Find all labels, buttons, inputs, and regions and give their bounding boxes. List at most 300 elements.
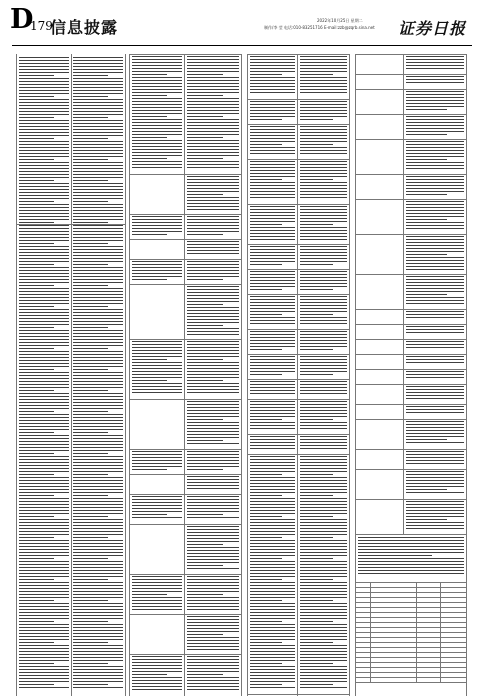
column-4 xyxy=(355,54,467,696)
text-line xyxy=(187,541,239,542)
text-line xyxy=(19,204,69,205)
text-line xyxy=(250,141,295,142)
text-line xyxy=(73,123,123,124)
text-line xyxy=(250,672,295,673)
text-line xyxy=(187,532,239,533)
text-line xyxy=(19,144,69,145)
text-line xyxy=(19,321,69,322)
text-line xyxy=(250,519,295,520)
text-line xyxy=(132,65,182,66)
text-line xyxy=(73,126,123,127)
text-line xyxy=(132,668,182,669)
text-line xyxy=(19,546,69,547)
text-line xyxy=(406,288,464,289)
text-line xyxy=(187,505,239,506)
text-line xyxy=(300,334,347,335)
text-line xyxy=(19,246,69,247)
text-line xyxy=(250,645,295,646)
text-line xyxy=(19,117,54,118)
text-line xyxy=(19,93,69,94)
text-line xyxy=(132,231,182,232)
text-line xyxy=(132,77,182,78)
text-line xyxy=(73,621,108,622)
text-line xyxy=(250,286,295,287)
text-line xyxy=(19,420,69,421)
text-line xyxy=(300,381,347,382)
text-line xyxy=(250,176,295,177)
text-line xyxy=(406,483,464,484)
text-line xyxy=(73,243,108,244)
text-line xyxy=(187,322,239,323)
text-line xyxy=(73,474,108,475)
text-line xyxy=(187,547,239,548)
text-line xyxy=(132,341,182,342)
text-line xyxy=(300,113,347,114)
text-line xyxy=(19,564,69,565)
text-line xyxy=(300,62,347,63)
text-line xyxy=(250,239,295,240)
text-line xyxy=(187,74,223,75)
text-line xyxy=(187,228,239,229)
text-line xyxy=(187,622,239,623)
text-line xyxy=(187,368,239,369)
text-line xyxy=(73,300,123,301)
masthead-rule xyxy=(12,45,472,46)
text-line xyxy=(250,212,295,213)
text-line xyxy=(73,291,123,292)
text-line xyxy=(187,514,223,515)
text-line xyxy=(300,486,347,487)
text-line xyxy=(73,234,123,235)
text-line xyxy=(406,359,464,360)
text-line xyxy=(358,543,464,544)
text-line xyxy=(406,122,464,123)
text-line xyxy=(300,439,347,440)
text-line xyxy=(73,294,123,295)
text-line xyxy=(300,585,347,586)
text-line xyxy=(187,482,239,483)
text-line xyxy=(73,318,123,319)
text-line xyxy=(250,173,295,174)
text-line xyxy=(250,368,295,369)
text-line xyxy=(187,164,239,165)
text-line xyxy=(250,346,295,347)
text-line xyxy=(300,314,333,315)
text-line xyxy=(187,128,239,129)
text-line xyxy=(406,329,464,330)
text-line xyxy=(19,177,69,178)
text-line xyxy=(187,526,239,527)
text-block xyxy=(406,501,464,532)
text-line xyxy=(250,594,295,595)
text-line xyxy=(19,171,69,172)
text-line xyxy=(300,323,347,324)
text-line xyxy=(73,63,123,64)
text-line xyxy=(19,273,69,274)
text-line xyxy=(406,439,447,440)
text-line xyxy=(73,516,108,517)
text-line xyxy=(250,612,295,613)
text-line xyxy=(73,102,123,103)
text-line xyxy=(406,179,464,180)
text-line xyxy=(406,260,464,261)
text-block xyxy=(132,451,182,472)
text-line xyxy=(187,556,239,557)
text-line xyxy=(300,474,333,475)
text-line xyxy=(19,345,69,346)
table-divider xyxy=(71,54,72,696)
text-line xyxy=(300,591,347,592)
text-line xyxy=(73,453,108,454)
text-line xyxy=(73,150,123,151)
text-line xyxy=(73,465,123,466)
text-line xyxy=(300,390,347,391)
text-line xyxy=(250,218,295,219)
text-line xyxy=(187,683,239,684)
text-line xyxy=(73,165,123,166)
text-line xyxy=(73,480,123,481)
text-line xyxy=(187,508,239,509)
text-line xyxy=(19,444,69,445)
text-line xyxy=(73,378,123,379)
text-line xyxy=(73,66,123,67)
text-line xyxy=(300,477,347,478)
text-block xyxy=(406,311,464,322)
text-line xyxy=(19,258,69,259)
text-line xyxy=(73,267,123,268)
table-rule xyxy=(356,89,466,90)
text-line xyxy=(250,462,295,463)
text-line xyxy=(300,687,347,688)
text-line xyxy=(250,495,282,496)
text-line xyxy=(19,513,69,514)
text-line xyxy=(73,81,123,82)
text-line xyxy=(358,558,464,559)
text-line xyxy=(187,155,239,156)
text-line xyxy=(300,176,347,177)
text-line xyxy=(187,276,239,277)
text-line xyxy=(406,326,464,327)
text-line xyxy=(187,188,239,189)
text-line xyxy=(406,395,464,396)
text-line xyxy=(19,519,69,520)
text-line xyxy=(300,645,347,646)
table-divider xyxy=(440,582,441,682)
text-line xyxy=(187,298,239,299)
text-line xyxy=(300,495,333,496)
text-block xyxy=(187,216,239,237)
text-line xyxy=(250,456,295,457)
text-line xyxy=(132,122,182,123)
text-line xyxy=(300,387,347,388)
text-line xyxy=(187,511,239,512)
text-line xyxy=(250,132,295,133)
text-line xyxy=(73,69,123,70)
text-line xyxy=(73,528,123,529)
column-2-body xyxy=(130,54,241,696)
table-rule xyxy=(248,399,349,400)
text-line xyxy=(300,252,347,253)
text-line xyxy=(19,219,69,220)
text-line xyxy=(406,471,464,472)
text-line xyxy=(187,71,239,72)
text-line xyxy=(19,300,69,301)
text-line xyxy=(19,129,69,130)
text-line xyxy=(250,299,295,300)
text-line xyxy=(250,416,295,417)
text-line xyxy=(187,362,239,363)
text-line xyxy=(19,615,69,616)
text-line xyxy=(250,669,295,670)
text-line xyxy=(19,651,69,652)
text-line xyxy=(406,356,464,357)
text-line xyxy=(300,448,347,449)
text-line xyxy=(300,340,347,341)
table-divider xyxy=(416,582,417,682)
text-line xyxy=(132,656,182,657)
table-rule xyxy=(356,597,466,598)
text-line xyxy=(73,468,123,469)
text-line xyxy=(250,448,295,449)
text-line xyxy=(406,263,464,264)
text-line xyxy=(250,249,295,250)
text-line xyxy=(250,236,295,237)
text-line xyxy=(187,295,239,296)
text-line xyxy=(406,480,464,481)
text-line xyxy=(250,161,295,162)
text-line xyxy=(19,594,69,595)
text-line xyxy=(250,374,282,375)
text-line xyxy=(406,457,464,458)
text-line xyxy=(250,410,295,411)
text-line xyxy=(300,428,347,429)
text-line xyxy=(19,477,69,478)
text-line xyxy=(300,642,333,643)
text-line xyxy=(300,230,347,231)
text-line xyxy=(132,225,182,226)
text-line xyxy=(406,519,447,520)
text-line xyxy=(300,86,347,87)
text-line xyxy=(300,255,347,256)
text-line xyxy=(19,510,69,511)
text-line xyxy=(406,94,464,95)
text-line xyxy=(250,582,295,583)
text-line xyxy=(250,68,295,69)
text-line xyxy=(300,651,347,652)
text-line xyxy=(358,546,464,547)
text-line xyxy=(132,371,182,372)
table-rule xyxy=(356,274,466,275)
text-line xyxy=(300,501,347,502)
text-line xyxy=(19,582,69,583)
text-line xyxy=(300,302,347,303)
text-line xyxy=(250,401,295,402)
text-line xyxy=(300,407,347,408)
text-line xyxy=(300,573,347,574)
text-line xyxy=(187,469,223,470)
text-line xyxy=(187,451,239,452)
text-line xyxy=(132,683,182,684)
text-line xyxy=(187,191,239,192)
text-line xyxy=(132,219,182,220)
text-line xyxy=(19,600,54,601)
text-line xyxy=(73,405,123,406)
text-line xyxy=(250,489,295,490)
text-line xyxy=(187,606,239,607)
text-line xyxy=(406,433,464,434)
text-line xyxy=(73,240,123,241)
text-line xyxy=(250,164,295,165)
text-line xyxy=(250,570,295,571)
text-line xyxy=(187,502,239,503)
text-line xyxy=(250,153,295,154)
text-line xyxy=(187,597,239,598)
text-line xyxy=(250,138,295,139)
text-line xyxy=(358,552,464,553)
text-line xyxy=(73,225,123,226)
text-line xyxy=(406,106,464,107)
text-line xyxy=(187,585,239,586)
text-line xyxy=(250,501,295,502)
text-line xyxy=(19,342,69,343)
text-line xyxy=(187,319,239,320)
text-line xyxy=(187,185,239,186)
text-line xyxy=(250,230,295,231)
text-block xyxy=(406,141,464,172)
text-line xyxy=(406,156,464,157)
text-line xyxy=(300,597,347,598)
text-line xyxy=(73,117,108,118)
text-line xyxy=(300,141,347,142)
text-line xyxy=(406,341,464,342)
text-line xyxy=(187,158,223,159)
text-line xyxy=(73,120,123,121)
text-line xyxy=(187,328,239,329)
text-line xyxy=(73,561,123,562)
text-line xyxy=(187,253,239,254)
text-line xyxy=(250,483,295,484)
text-block xyxy=(406,386,464,402)
text-line xyxy=(300,135,347,136)
text-line xyxy=(406,128,464,129)
text-line xyxy=(73,492,123,493)
text-line xyxy=(300,365,347,366)
text-line xyxy=(250,271,295,272)
text-line xyxy=(250,630,295,631)
text-line xyxy=(132,606,182,607)
text-line xyxy=(19,165,69,166)
text-line xyxy=(406,144,464,145)
text-block xyxy=(406,176,464,197)
text-line xyxy=(19,516,54,517)
text-line xyxy=(73,138,108,139)
text-block xyxy=(250,246,295,267)
table-rule xyxy=(248,124,349,125)
text-line xyxy=(250,480,295,481)
text-line xyxy=(19,87,69,88)
text-block xyxy=(250,436,295,452)
text-line xyxy=(73,186,123,187)
text-line xyxy=(132,80,182,81)
text-line xyxy=(19,330,69,331)
text-line xyxy=(187,95,223,96)
text-line xyxy=(250,224,282,225)
text-line xyxy=(19,312,69,313)
text-line xyxy=(19,405,69,406)
text-line xyxy=(19,588,69,589)
text-line xyxy=(300,280,347,281)
text-line xyxy=(300,173,347,174)
text-line xyxy=(19,648,69,649)
text-line xyxy=(406,201,464,202)
text-line xyxy=(187,92,239,93)
text-line xyxy=(132,228,182,229)
text-line xyxy=(73,315,123,316)
text-line xyxy=(73,246,123,247)
text-line xyxy=(73,309,123,310)
text-line xyxy=(19,474,54,475)
text-block xyxy=(250,126,295,157)
column-3-body xyxy=(248,54,349,696)
text-line xyxy=(19,543,69,544)
table-rule xyxy=(130,259,241,260)
text-line xyxy=(19,132,69,133)
text-line xyxy=(19,69,69,70)
text-line xyxy=(250,182,295,183)
text-line xyxy=(406,386,464,387)
text-line xyxy=(250,498,295,499)
text-line xyxy=(187,535,239,536)
text-line xyxy=(19,486,69,487)
text-line xyxy=(19,120,69,121)
table-rule xyxy=(130,239,241,240)
text-line xyxy=(73,513,123,514)
text-line xyxy=(300,164,347,165)
text-line xyxy=(132,389,182,390)
text-line xyxy=(250,371,295,372)
text-line xyxy=(19,78,69,79)
text-line xyxy=(132,689,182,690)
text-line xyxy=(300,639,347,640)
text-line xyxy=(250,334,295,335)
text-line xyxy=(406,344,464,345)
text-line xyxy=(406,525,464,526)
text-line xyxy=(132,107,182,108)
text-line xyxy=(250,573,295,574)
text-line xyxy=(250,261,295,262)
text-line xyxy=(187,594,223,595)
text-line xyxy=(406,204,464,205)
table-divider xyxy=(297,54,298,696)
text-block xyxy=(132,216,182,237)
table-rule xyxy=(356,607,466,608)
text-line xyxy=(19,471,69,472)
text-line xyxy=(19,456,69,457)
table-rule xyxy=(356,449,466,450)
text-line xyxy=(19,531,69,532)
table-rule xyxy=(130,654,241,655)
text-line xyxy=(73,414,123,415)
text-line xyxy=(19,552,69,553)
text-line xyxy=(250,185,295,186)
text-line xyxy=(73,75,108,76)
text-line xyxy=(250,552,295,553)
text-line xyxy=(187,161,239,162)
text-line xyxy=(250,585,295,586)
text-line xyxy=(132,158,167,159)
text-line xyxy=(132,89,182,90)
text-line xyxy=(73,579,108,580)
